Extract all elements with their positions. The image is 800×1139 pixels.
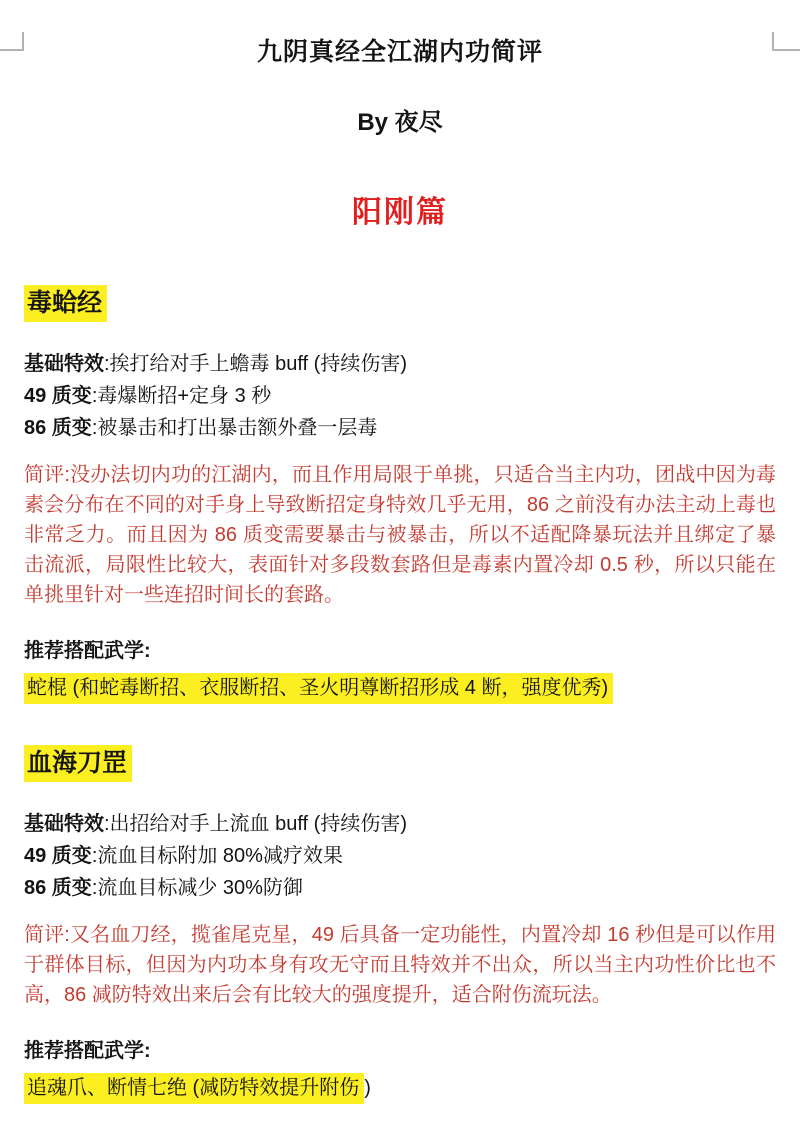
document-page [0, 32, 800, 1105]
spec-line-86 [24, 872, 776, 904]
part-heading: 阳刚篇 [352, 196, 448, 229]
recommend-label: 推荐搭配武学: [24, 1040, 151, 1062]
skill-section-dhajing [24, 291, 776, 705]
recommend-highlight: 蛇棍 (和蛇毒断招、衣服断招、圣火明尊断招形成 4 断，强度优秀) [24, 673, 613, 704]
skill-section-xuehaidaogang [24, 751, 776, 1105]
spec-label: 基础特效 [24, 353, 104, 375]
review-paragraph: 简评:没办法切内功的江湖内，而且作用局限于单挑，只适合当主内功，团战中因为毒素会分布在不同的对手身上导致断招定身特效几乎无用，86 之前没有办法主动上毒也非常乏力。而且因为 86 质变需要暴击与被暴击，所以不适配降暴玩法并且绑定了暴击流派，局限性比较大，表面针对多段数套路但是毒素内置冷却 0.5 秒，所以只能在单挑里针对一些连招时间长的套路。 [24, 464, 776, 606]
spec-text: :出招给对手上流血 buff (持续伤害) [104, 813, 407, 835]
spec-label: 86 质变 [24, 877, 92, 899]
skill-title [24, 291, 776, 316]
page-title: 九阴真经全江湖内功简评 [256, 38, 543, 66]
byline: By 夜尽 [357, 109, 443, 136]
page-corner-top-left [0, 32, 24, 51]
spec-text: :流血目标减少 30%防御 [91, 877, 303, 899]
spec-list [24, 808, 776, 904]
spec-label: 基础特效 [24, 813, 104, 835]
spec-text: :挨打给对手上蟾毒 buff (持续伤害) [104, 353, 407, 375]
spec-label: 49 质变 [24, 845, 92, 867]
spec-label: 49 质变 [24, 385, 92, 407]
recommend-highlight: 追魂爪、断情七绝 (减防特效提升附伤 [24, 1073, 364, 1104]
skill-title-highlight: 血海刀罡 [24, 745, 132, 782]
recommend-suffix: ) [364, 1077, 371, 1099]
spec-label: 86 质变 [24, 417, 92, 439]
review-paragraph: 简评:又名血刀经，揽雀尾克星，49 后具备一定功能性，内置冷却 16 秒但是可以作用于群体目标，但因为内功本身有攻无守而且特效并不出众，所以当主内功性价比也不高，86 减防特效出来后会有比较大的强度提升，适合附伤流玩法。 [24, 924, 776, 1006]
spec-text: :流血目标附加 80%减疗效果 [91, 845, 343, 867]
spec-text: :被暴击和打出暴击额外叠一层毒 [91, 417, 378, 439]
spec-line-86 [24, 412, 776, 444]
recommend-label: 推荐搭配武学: [24, 640, 151, 662]
spec-line-49 [24, 380, 776, 412]
spec-line-base [24, 348, 776, 380]
recommend-line [24, 1072, 776, 1105]
skill-title-highlight: 毒蛤经 [24, 285, 107, 322]
page-corner-top-right [772, 32, 800, 51]
spec-line-base [24, 808, 776, 840]
spec-text: :毒爆断招+定身 3 秒 [91, 385, 272, 407]
skill-title [24, 751, 776, 776]
spec-list [24, 348, 776, 444]
spec-line-49 [24, 840, 776, 872]
recommend-line [24, 672, 776, 705]
